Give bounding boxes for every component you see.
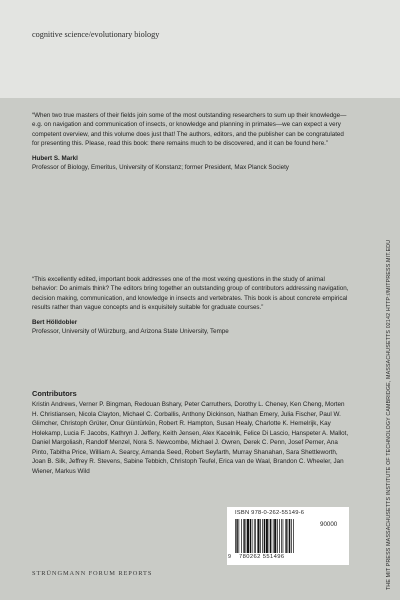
isbn-label: ISBN 978-0-262-55149-6	[235, 510, 305, 516]
quote-text: “This excellently edited, important book addresses one of the most vexing questions in the study of animal behavior: Do animals think? The editors bring together an outstanding group of contributors addressing navigation, decision making, communication, and knowledge in insects and vertebrates. This book is about concrete empirical results rather than vague concepts and is exquisitely suitable for graduate courses.”	[32, 276, 349, 312]
barcode-bar	[273, 519, 274, 553]
quote-author: Bert Hölldobler	[32, 318, 78, 326]
barcode-bar	[236, 519, 237, 553]
barcode-bar	[241, 519, 242, 553]
barcode-bar	[247, 519, 249, 553]
barcode-bar	[270, 519, 271, 553]
quote-author: Hubert S. Markl	[32, 154, 78, 162]
top-band	[0, 0, 400, 98]
barcode-bar	[235, 519, 236, 553]
barcode-bar	[279, 519, 280, 553]
barcode-bar	[274, 519, 276, 553]
contributors-section	[32, 389, 350, 476]
barcode-box	[227, 507, 349, 565]
barcode-digits: 780262 551496	[239, 554, 285, 560]
barcode-bar	[255, 519, 256, 553]
barcode-bar	[288, 519, 289, 553]
barcode-bar	[293, 519, 294, 553]
barcode-leading-digit: 9	[228, 554, 231, 560]
category-label: cognitive science/evolutionary biology	[32, 30, 160, 39]
endorsement-quote	[32, 111, 350, 172]
barcode-bar	[257, 519, 259, 553]
barcode-bar	[239, 519, 240, 553]
barcode-bar	[252, 519, 253, 553]
barcode-bar	[246, 519, 247, 553]
price-code: 90000	[320, 521, 338, 528]
barcode-bar	[254, 519, 255, 553]
quote-text: “When two true masters of their fields join some of the most outstanding researchers to sum up their knowledge—e.g. on navigation and communication of insects, or knowledge and planning in primates—we can expect a very competent overview, and this volume does just that! The authors, editors, and the publisher can be congratulated for presenting this. Please, read this book: there remains much to be discovered, and it can be found here.”	[32, 112, 347, 148]
barcode-bar	[269, 519, 270, 553]
endorsement-quote	[32, 275, 350, 336]
barcode-bar	[243, 519, 244, 553]
barcode-bar	[277, 519, 278, 553]
barcode-bar	[264, 519, 265, 553]
barcode-bar	[289, 519, 290, 553]
barcode-bars	[235, 519, 315, 555]
barcode-bar	[283, 519, 284, 553]
contributors-list: Kristin Andrews, Verner P. Bingman, Redouan Bshary, Peter Carruthers, Dorothy L. Cheney, Ken Cheng, Morten H. Christiansen, Nicola Clayton, Michael C. Corballis, Anthony Dickinson, Nathan Emery, Julia Fischer, Paul W. Glimcher, Christoph Grüter, Onur Güntürkün, Robert R. Hampton, Susan Healy, Charlotte K. Hemelrijk, Kay Holekamp, Lucia F. Jacobs, Kathryn J. Jeffery, Keith Jensen, Alex Kacelnik, Felice Di Lascio, Hanspeter A. Mallot, Daniel Margoliash, Randolf Menzel, Nora S. Newcombe, Michael J. Owren, Derek C. Penn, Josef Perner, Ana Pinto, Tabitha Price, William A. Searcy, Amanda Seed, Robert Seyfarth, Murray Shanahan, Sara Shettleworth, Joan B. Silk, Jeffrey R. Stevens, Sabine Tebbich, Christoph Teufel, Erica van de Waal, Brandon C. Wheeler, Jan Wiener, Markus Wild	[32, 401, 349, 475]
barcode-bar	[262, 519, 263, 553]
barcode-bar	[266, 519, 268, 553]
barcode-bar	[281, 519, 282, 553]
barcode-bar	[291, 519, 292, 553]
barcode-bar	[250, 519, 251, 553]
quote-affiliation: Professor, University of Würzburg, and Arizona State University, Tempe	[32, 328, 229, 336]
series-title: STRÜNGMANN FORUM REPORTS	[32, 570, 153, 577]
barcode-bar	[260, 519, 261, 553]
quote-affiliation: Professor of Biology, Emeritus, University of Konstanz; former President, Max Planck Society	[32, 164, 289, 172]
publisher-spine-text: THE MIT PRESS MASSACHUSETTS INSTITUTE OF TECHNOLOGY CAMBRIDGE, MASSACHUSETTS 02142 HTTP://MITPRESS.MIT.EDU	[386, 239, 392, 590]
contributors-heading: Contributors	[32, 389, 77, 398]
barcode-bar	[285, 519, 286, 553]
